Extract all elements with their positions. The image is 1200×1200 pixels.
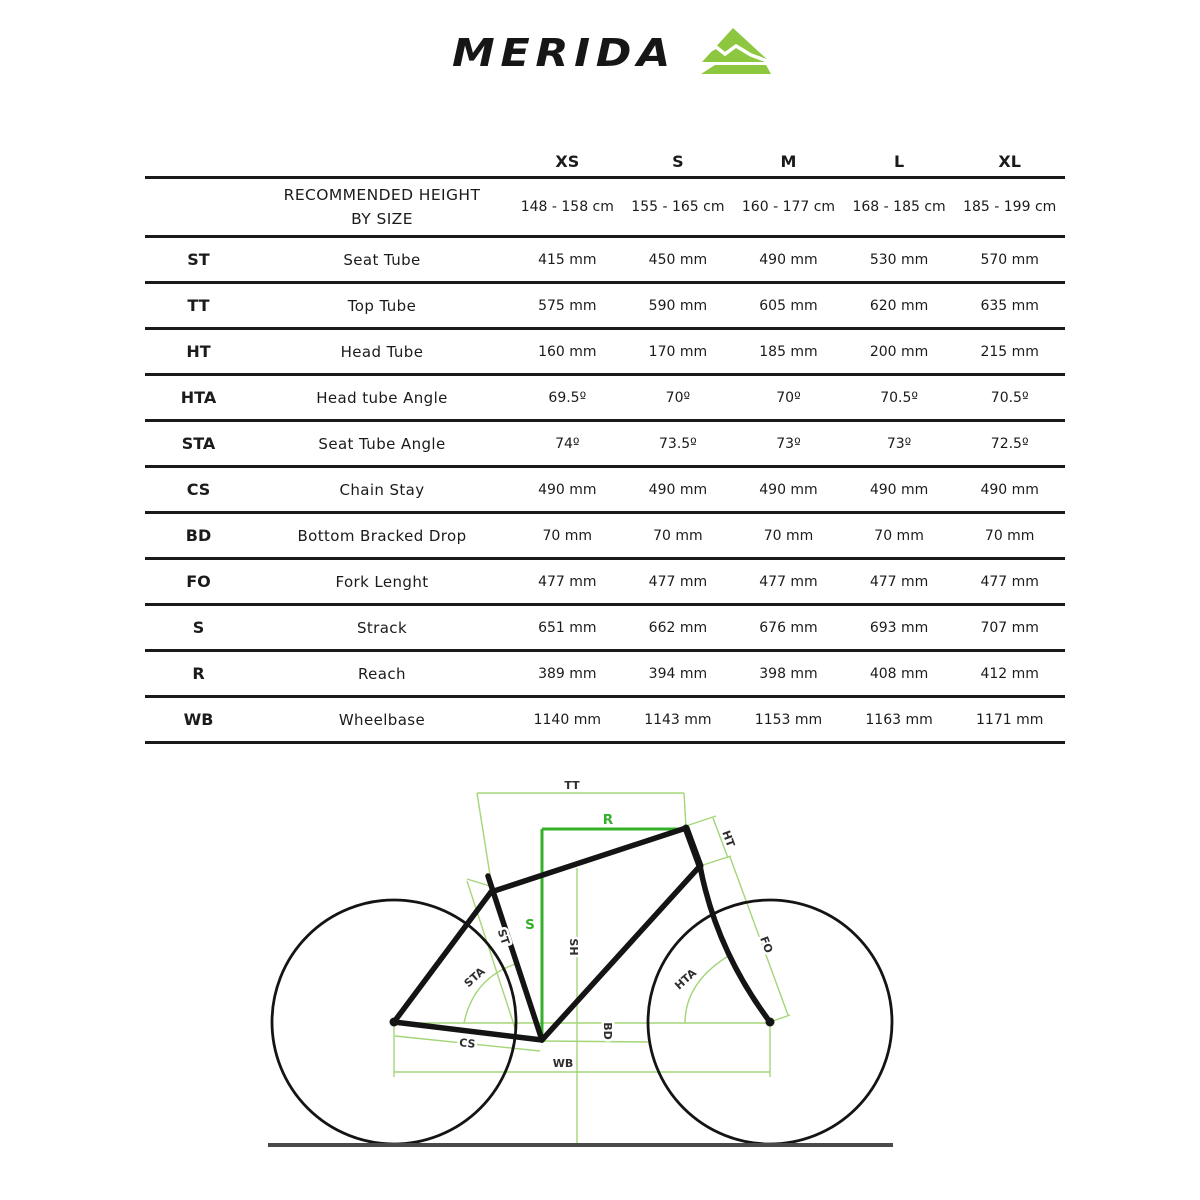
wb-label: WB	[552, 1057, 574, 1070]
row-value: 477 mm	[512, 559, 623, 605]
bike-frame	[390, 828, 775, 1040]
sh-label: SH	[567, 938, 580, 956]
recommended-height-row	[145, 178, 1065, 237]
merida-wordmark: MERIDA	[452, 31, 676, 75]
sta-label: STA	[461, 964, 488, 990]
row-name: Seat Tube	[252, 237, 512, 283]
hta-label: HTA	[672, 966, 700, 993]
row-value: 693 mm	[844, 605, 955, 651]
row-code: FO	[145, 559, 252, 605]
size-header: XS	[512, 146, 623, 178]
row-value: 408 mm	[844, 651, 955, 697]
row-name: Fork Lenght	[252, 559, 512, 605]
st-label: ST	[494, 927, 512, 947]
row-value: 490 mm	[954, 467, 1065, 513]
empty-cell	[252, 146, 512, 178]
row-value: 398 mm	[733, 651, 844, 697]
row-value: 70 mm	[733, 513, 844, 559]
row-name: Strack	[252, 605, 512, 651]
row-value: 1153 mm	[733, 697, 844, 743]
row-name: Reach	[252, 651, 512, 697]
table-row	[145, 375, 1065, 421]
row-code: TT	[145, 283, 252, 329]
row-name: Bottom Bracked Drop	[252, 513, 512, 559]
row-code: HTA	[145, 375, 252, 421]
size-header: M	[733, 146, 844, 178]
row-value: 70 mm	[512, 513, 623, 559]
row-value: 70.5º	[954, 375, 1065, 421]
row-value: 415 mm	[512, 237, 623, 283]
empty-cell	[145, 146, 252, 178]
row-value: 70º	[623, 375, 734, 421]
row-value: 160 mm	[512, 329, 623, 375]
row-value: 200 mm	[844, 329, 955, 375]
fo-label: FO	[757, 934, 776, 955]
row-value: 490 mm	[733, 467, 844, 513]
height-range: 168 - 185 cm	[844, 178, 955, 237]
bd-label: BD	[601, 1022, 614, 1040]
stack-label: S	[525, 917, 535, 933]
height-range: 185 - 199 cm	[954, 178, 1065, 237]
row-value: 185 mm	[733, 329, 844, 375]
row-value: 450 mm	[623, 237, 734, 283]
row-value: 477 mm	[844, 559, 955, 605]
row-code: R	[145, 651, 252, 697]
row-name: Chain Stay	[252, 467, 512, 513]
row-value: 394 mm	[623, 651, 734, 697]
row-value: 70 mm	[623, 513, 734, 559]
row-value: 605 mm	[733, 283, 844, 329]
table-row	[145, 651, 1065, 697]
stack-reach-lines	[542, 829, 686, 1040]
row-value: 676 mm	[733, 605, 844, 651]
size-header: L	[844, 146, 955, 178]
row-value: 651 mm	[512, 605, 623, 651]
row-code: BD	[145, 513, 252, 559]
row-value: 477 mm	[623, 559, 734, 605]
row-value: 490 mm	[512, 467, 623, 513]
row-value: 530 mm	[844, 237, 955, 283]
row-name: Seat Tube Angle	[252, 421, 512, 467]
table-row	[145, 513, 1065, 559]
row-value: 635 mm	[954, 283, 1065, 329]
size-header: S	[623, 146, 734, 178]
row-code: HT	[145, 329, 252, 375]
row-value: 72.5º	[954, 421, 1065, 467]
row-value: 477 mm	[733, 559, 844, 605]
row-value: 69.5º	[512, 375, 623, 421]
row-value: 1171 mm	[954, 697, 1065, 743]
row-value: 412 mm	[954, 651, 1065, 697]
recommended-height-label: RECOMMENDED HEIGHT BY SIZE	[252, 178, 512, 237]
table-row	[145, 605, 1065, 651]
row-value: 70 mm	[844, 513, 955, 559]
row-code: S	[145, 605, 252, 651]
ht-label: HT	[719, 828, 738, 849]
size-header-row	[145, 146, 1065, 178]
geometry-table-body	[145, 146, 1065, 743]
row-value: 170 mm	[623, 329, 734, 375]
geometry-table	[145, 146, 1065, 744]
height-range: 148 - 158 cm	[512, 178, 623, 237]
tt-label: TT	[564, 779, 580, 792]
row-value: 70º	[733, 375, 844, 421]
brand-header	[0, 0, 1200, 110]
row-value: 389 mm	[512, 651, 623, 697]
empty-cell	[145, 178, 252, 237]
row-name: Top Tube	[252, 283, 512, 329]
row-value: 477 mm	[954, 559, 1065, 605]
size-header: XL	[954, 146, 1065, 178]
row-value: 73.5º	[623, 421, 734, 467]
row-value: 575 mm	[512, 283, 623, 329]
row-value: 620 mm	[844, 283, 955, 329]
row-name: Wheelbase	[252, 697, 512, 743]
height-range: 155 - 165 cm	[623, 178, 734, 237]
table-row	[145, 421, 1065, 467]
table-row	[145, 467, 1065, 513]
row-name: Head Tube	[252, 329, 512, 375]
merida-mountain-icon	[699, 26, 777, 78]
row-value: 1143 mm	[623, 697, 734, 743]
row-value: 74º	[512, 421, 623, 467]
row-code: WB	[145, 697, 252, 743]
row-value: 1140 mm	[512, 697, 623, 743]
row-value: 1163 mm	[844, 697, 955, 743]
row-code: ST	[145, 237, 252, 283]
row-code: STA	[145, 421, 252, 467]
row-value: 73º	[844, 421, 955, 467]
row-value: 707 mm	[954, 605, 1065, 651]
row-value: 70 mm	[954, 513, 1065, 559]
table-row	[145, 697, 1065, 743]
table-row	[145, 283, 1065, 329]
row-value: 490 mm	[844, 467, 955, 513]
row-value: 70.5º	[844, 375, 955, 421]
reach-label: R	[602, 812, 614, 828]
table-row	[145, 329, 1065, 375]
row-code: CS	[145, 467, 252, 513]
row-value: 590 mm	[623, 283, 734, 329]
cs-label: CS	[458, 1036, 477, 1051]
row-value: 215 mm	[954, 329, 1065, 375]
row-name: Head tube Angle	[252, 375, 512, 421]
height-range: 160 - 177 cm	[733, 178, 844, 237]
geometry-diagram	[250, 748, 950, 1168]
table-row	[145, 559, 1065, 605]
row-value: 490 mm	[623, 467, 734, 513]
row-value: 490 mm	[733, 237, 844, 283]
row-value: 662 mm	[623, 605, 734, 651]
table-row	[145, 237, 1065, 283]
row-value: 73º	[733, 421, 844, 467]
row-value: 570 mm	[954, 237, 1065, 283]
